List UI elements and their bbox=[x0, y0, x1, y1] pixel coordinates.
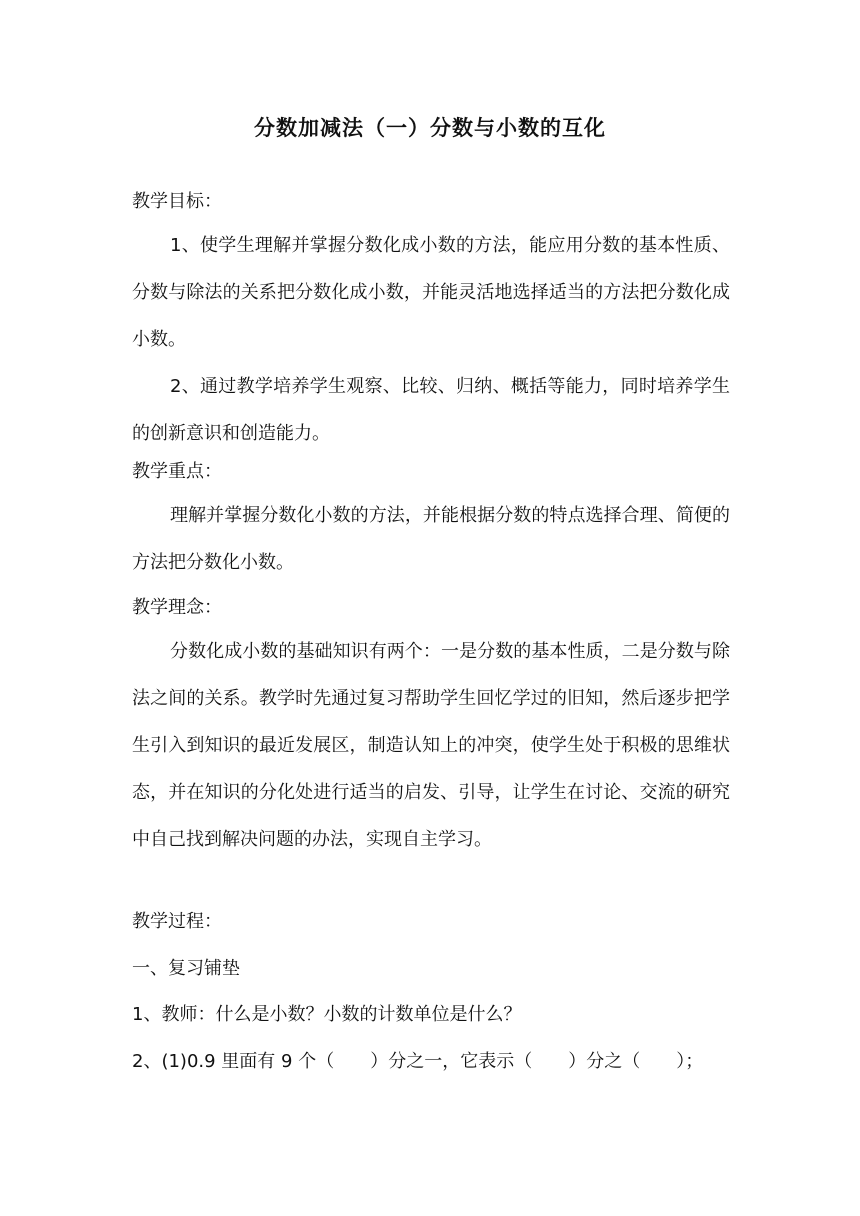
process-heading: 教学过程： bbox=[132, 911, 222, 932]
key-points-paragraph: 理解并掌握分数化小数的方法，并能根据分数的特点选择合理、简便的方法把分数化小数。 bbox=[132, 505, 730, 573]
goals-heading: 教学目标： bbox=[132, 191, 222, 212]
question-2: 2、(1)0.9 里面有 9 个（ ）分之一，它表示（ ）分之（ ）； bbox=[132, 1051, 704, 1072]
goal-1-paragraph: 1、使学生理解并掌握分数化成小数的方法，能应用分数的基本性质、分数与除法的关系把分数化成小数，并能灵活地选择适当的方法把分数化成小数。 bbox=[132, 235, 730, 350]
goal-2-paragraph: 2、通过教学培养学生观察、比较、归纳、概括等能力，同时培养学生的创新意识和创造能力。 bbox=[132, 376, 730, 444]
key-points-heading: 教学重点： bbox=[132, 461, 222, 482]
concept-heading: 教学理念： bbox=[132, 597, 222, 618]
concept-paragraph: 分数化成小数的基础知识有两个：一是分数的基本性质，二是分数与除法之间的关系。教学时先通过复习帮助学生回忆学过的旧知，然后逐步把学生引入到知识的最近发展区，制造认知上的冲突，使学生处于积极的思维状态，并在知识的分化处进行适当的启发、引导，让学生在讨论、交流的研究中自己找到解决问题的办法，实现自主学习。 bbox=[132, 641, 730, 850]
question-1: 1、教师：什么是小数？小数的计数单位是什么？ bbox=[132, 1004, 522, 1025]
page-title: 分数加减法（一）分数与小数的互化 bbox=[254, 116, 606, 140]
section-review-heading: 一、复习铺垫 bbox=[132, 958, 240, 979]
